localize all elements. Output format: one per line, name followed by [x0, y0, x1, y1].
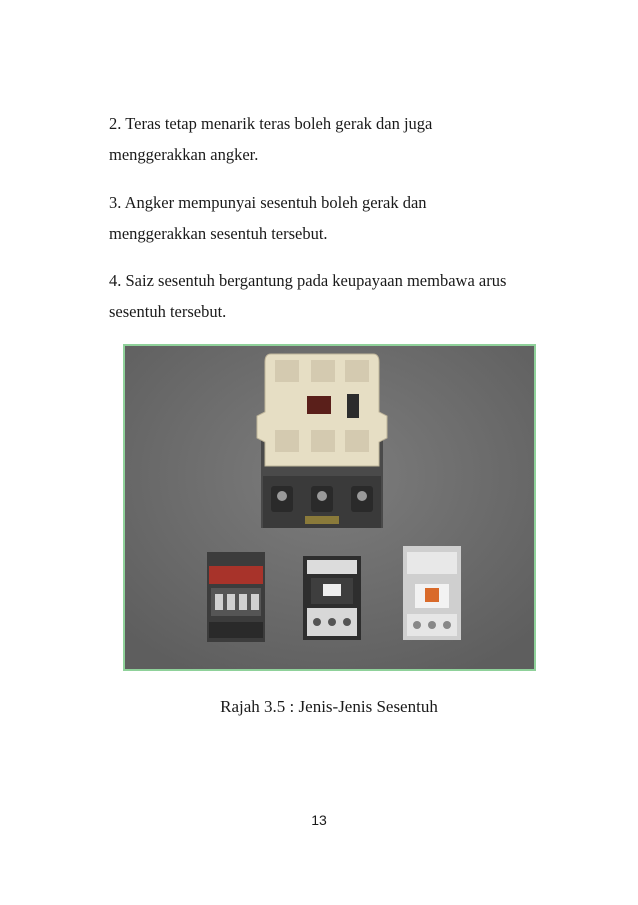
- page-number: 13: [311, 812, 327, 828]
- small-contactor-right: [403, 546, 461, 640]
- paragraph-line: 3. Angker mempunyai sesentuh boleh gerak dan: [109, 193, 427, 212]
- figure-caption: [0, 697, 638, 717]
- contactor-photo: [123, 344, 536, 671]
- large-contactor: [257, 354, 387, 528]
- figure-caption-text: Rajah 3.5 : Jenis-Jenis Sesentuh: [220, 697, 438, 716]
- paragraph-line: menggerakkan sesentuh tersebut.: [109, 224, 328, 243]
- paragraph-point-3: [109, 187, 569, 249]
- small-contactor-middle: [303, 556, 361, 640]
- contactor-photo-illustration: [125, 346, 534, 669]
- paragraph-line: 2. Teras tetap menarik teras boleh gerak dan juga: [109, 114, 433, 133]
- paragraph-line: menggerakkan angker.: [109, 145, 259, 164]
- paragraph-point-4: [109, 265, 569, 327]
- paragraph-point-2: [109, 108, 569, 170]
- paragraph-line: 4. Saiz sesentuh bergantung pada keupayaan membawa arus: [109, 271, 507, 290]
- small-contactor-left: [207, 552, 265, 642]
- paragraph-line: sesentuh tersebut.: [109, 302, 227, 321]
